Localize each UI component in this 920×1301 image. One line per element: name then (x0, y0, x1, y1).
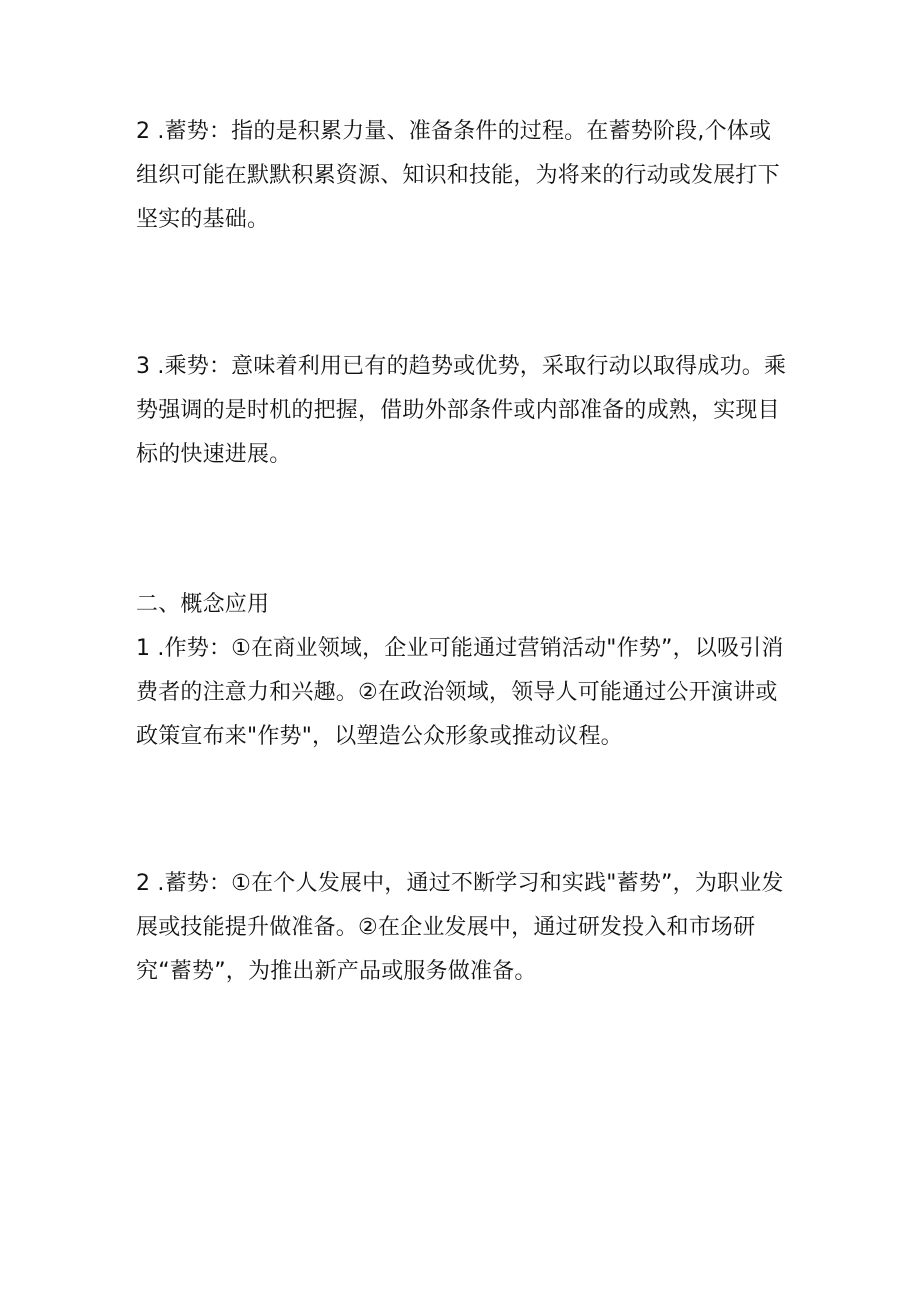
paragraph-xushi-definition: 2 .蓄势：指的是积累力量、准备条件的过程。在蓄势阶段,个体或组织可能在默默积累资源、知识和技能，为将来的行动或发展打下坚实的基础。 (136, 119, 780, 232)
paragraph-xushi-application: 2 .蓄势：①在个人发展中，通过不断学习和实践"蓄势”，为职业发展或技能提升做准备。②在企业发展中，通过研发投入和市场研究“蓄势”，为推出新产品或服务做准备。 (136, 871, 784, 984)
section-heading: 二、概念应用 (136, 592, 270, 617)
paragraph-zuoshi-application: 1 .作势：①在商业领域，企业可能通过营销活动"作势”，以吸引消费者的注意力和兴趣。②在政治领域，领导人可能通过公开演讲或政策宣布来"作势"，以塑造公众形象或推动议程。 (136, 636, 784, 749)
paragraph-chengshi-definition: 3 .乘势：意味着利用已有的趋势或优势，采取行动以取得成功。乘势强调的是时机的把握，借助外部条件或内部准备的成熟，实现目标的快速进展。 (136, 354, 787, 467)
